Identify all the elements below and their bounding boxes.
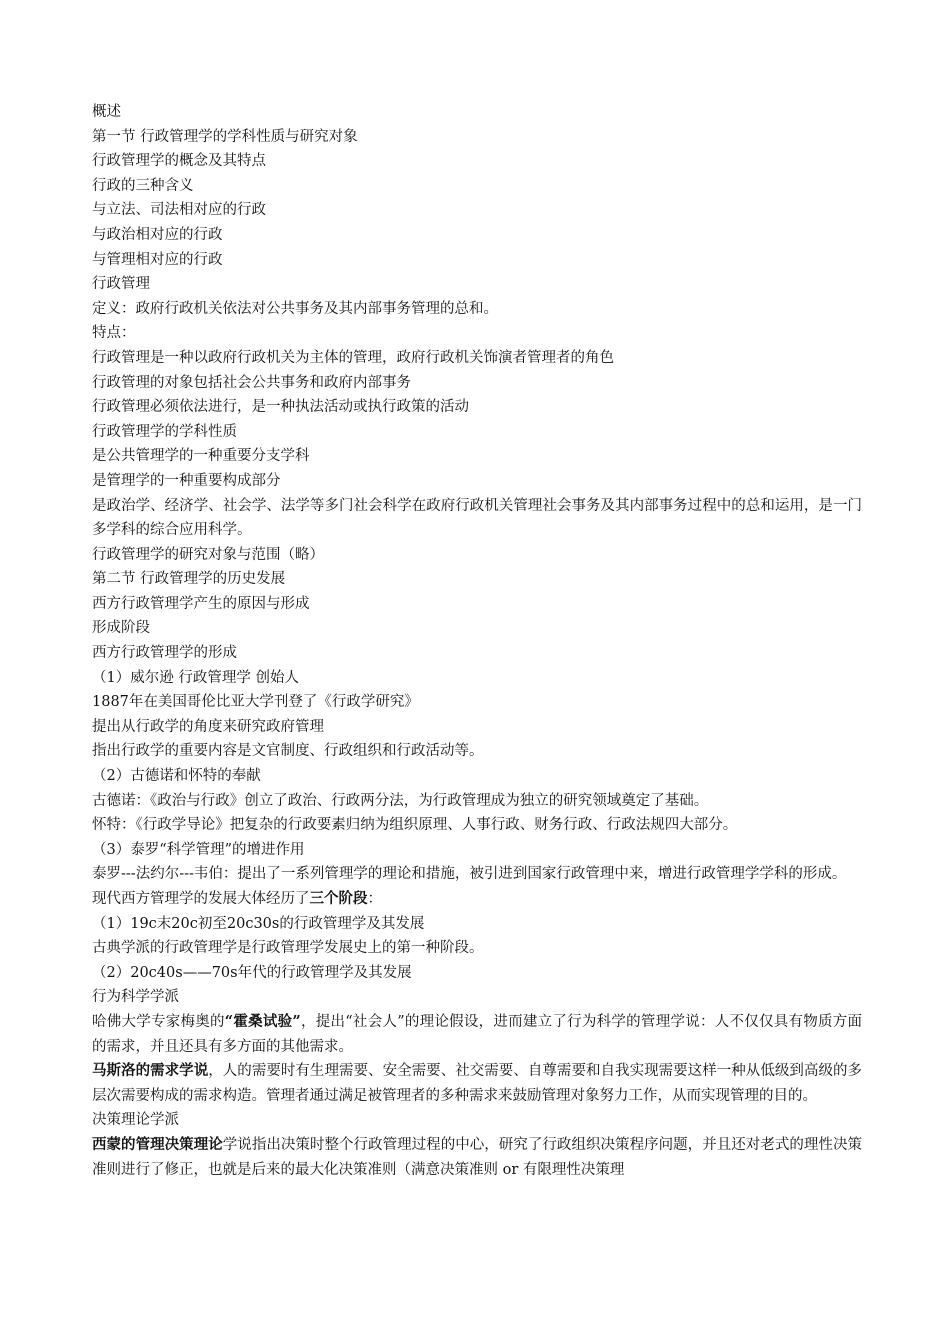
document-page: [92, 100, 862, 1182]
text-line: 提出从行政学的角度来研究政府管理: [92, 718, 324, 735]
text-line: 是公共管理学的一种重要分支学科: [92, 448, 310, 465]
hawthorne-post: ，提出“社会人”的理论假设，进而建立了行为科学的管理学说：人不仅仅具有物质方面的需求，并且还具有多方面的其他需求。: [92, 1013, 862, 1055]
text-line: 特点：: [92, 325, 136, 342]
text-line: 行政管理学的研究对象与范围（略）: [92, 546, 324, 563]
text-line: （1）19c末20c初至20c30s的行政管理学及其发展: [92, 915, 425, 932]
text-line: 行为科学学派: [92, 989, 179, 1006]
text-line: 与管理相对应的行政: [92, 251, 223, 268]
text-paragraph: 是政治学、经济学、社会学、法学等多门社会科学在政府行政机关管理社会事务及其内部事务过程中的总和运用，是一门多学科的综合应用科学。: [92, 497, 862, 539]
text-paragraph: 泰罗---法约尔---韦伯：提出了一系列管理学的理论和措施，被引进到国家行政管理中来，增进行政管理学学科的形成。: [92, 866, 847, 883]
text-line: 行政管理是一种以政府行政机关为主体的管理，政府行政机关饰演者管理者的角色: [92, 349, 614, 366]
maslow-paragraph: [92, 1059, 862, 1108]
text-line: 古典学派的行政管理学是行政管理学发展史上的第一种阶段。: [92, 940, 484, 957]
text-line: （1）威尔逊 行政管理学 创始人: [92, 669, 299, 686]
text-line: 怀特：《行政学导论》把复杂的行政要素归纳为组织原理、人事行政、财务行政、行政法规四大部分。: [92, 817, 738, 834]
text-line: 行政的三种含义: [92, 177, 194, 194]
text-line: 西方行政管理学的形成: [92, 645, 237, 662]
text-line: 是管理学的一种重要构成部分: [92, 472, 281, 489]
text-line: 西方行政管理学产生的原因与形成: [92, 595, 310, 612]
text-line: 与政治相对应的行政: [92, 226, 223, 243]
text-line: 与立法、司法相对应的行政: [92, 202, 266, 219]
text-line: 行政管理: [92, 276, 150, 293]
hawthorne-pre: 哈佛大学专家梅奥的: [92, 1013, 225, 1030]
simon-post: 学说指出决策时整个行政管理过程的中心，研究了行政组织决策程序问题，并且还对老式的理性决策准则进行了修正，也就是后来的最大化决策准则（满意决策准则 or 有限理性决策理: [92, 1136, 863, 1178]
section-heading: 第一节 行政管理学的学科性质与研究对象: [92, 128, 358, 145]
text-line: 行政管理的对象包括社会公共事务和政府内部事务: [92, 374, 411, 391]
hawthorne-paragraph: [92, 1010, 862, 1059]
text-line: （2）古德诺和怀特的奉献: [92, 768, 261, 785]
maslow-post: ，人的需要时有生理需要、安全需要、社交需要、自尊需要和自我实现需要这样一种从低级到高级的多层次需要构成的需求构造。管理者通过满足被管理者的多种需求来鼓励管理对象努力工作，从而实现管理的目的。: [92, 1063, 862, 1104]
text-line: （3）泰罗“科学管理”的增进作用: [92, 841, 305, 858]
stages-intro: 现代西方管理学的发展大体经历了: [92, 891, 310, 907]
stages-bold: 三个阶段: [309, 890, 368, 907]
section-heading: 第二节 行政管理学的历史发展: [92, 571, 286, 588]
maslow-bold: 马斯洛的需求学说: [92, 1062, 209, 1080]
text-line: 概述: [92, 104, 121, 120]
text-line: 古德诺：《政治与行政》创立了政治、行政两分法，为行政管理成为独立的研究领域奠定了基础。: [92, 792, 709, 809]
simon-bold: 西蒙的管理决策理论: [92, 1135, 223, 1153]
stages-line: [92, 887, 862, 912]
text-line: 行政管理学的学科性质: [92, 423, 237, 440]
text-line: 形成阶段: [92, 620, 150, 637]
text-line: 定义：政府行政机关依法对公共事务及其内部事务管理的总和。: [92, 300, 498, 317]
text-line: 指出行政学的重要内容是文官制度、行政组织和行政活动等。: [92, 743, 484, 760]
decision-heading: 决策理论学派: [92, 1112, 179, 1129]
text-line: 1887年在美国哥伦比亚大学刊登了《行政学研究》: [92, 694, 419, 711]
simon-paragraph: [92, 1133, 862, 1182]
text-line: （2）20c40s——70s年代的行政管理学及其发展: [92, 964, 412, 981]
text-line: 行政管理学的概念及其特点: [92, 153, 266, 170]
text-line: 行政管理必须依法进行，是一种执法活动或执行政策的活动: [92, 399, 469, 416]
stages-colon: ：: [367, 891, 382, 907]
hawthorne-bold: “霍桑试验”: [224, 1012, 301, 1030]
